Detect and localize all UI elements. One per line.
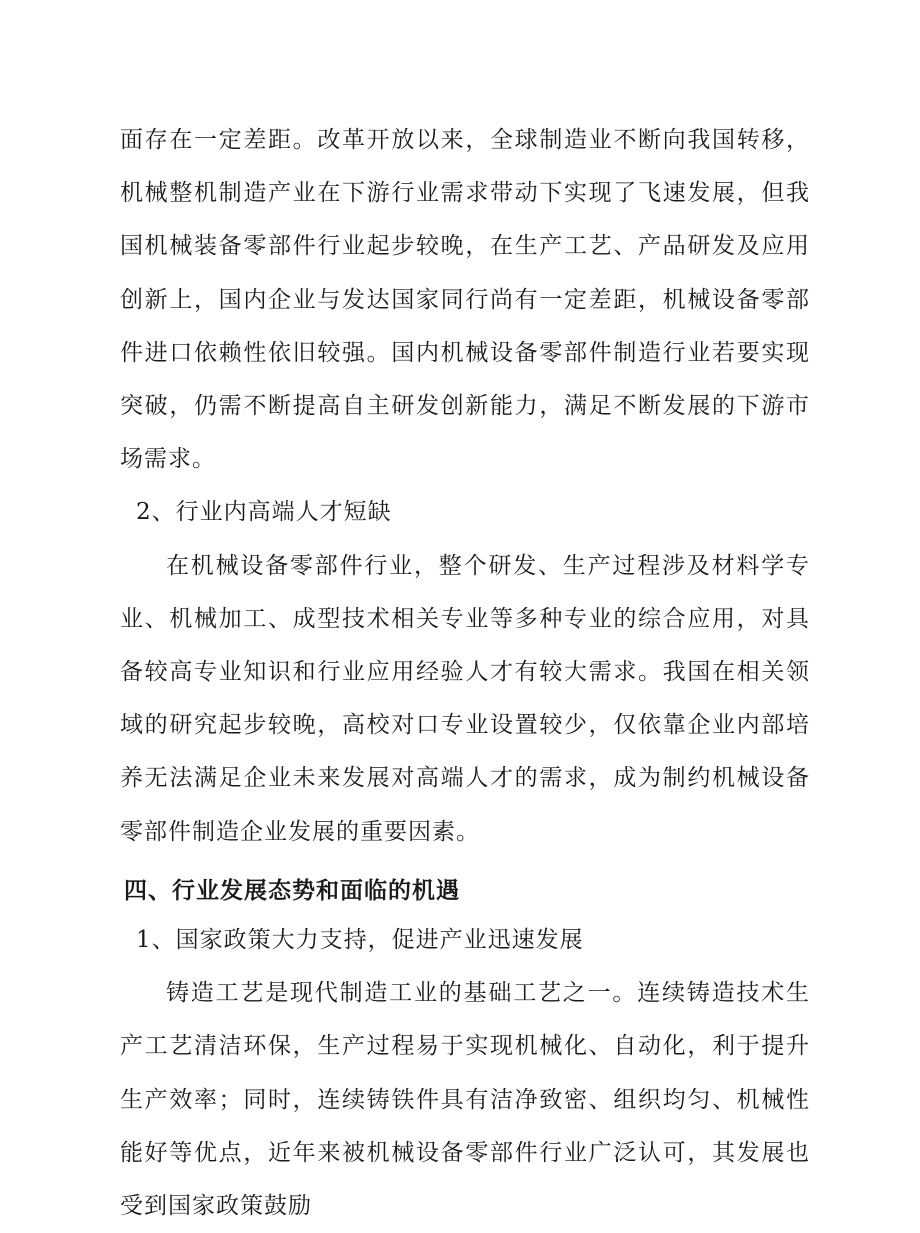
subheading-policy-support: 1、国家政策大力支持，促进产业迅速发展 [136, 927, 584, 954]
body-paragraph-casting: 铸造工艺是现代制造工业的基础工艺之一。连续铸造技术生产工艺清洁环保，生产过程易于实现机械化、自动化，利于提升生产效率；同时，连续铸铁件具有洁净致密、组织均匀、机械性能好等优点，近年来被机械设备零部件行业广泛认可，其发展也受到国家政策鼓励 [120, 980, 810, 1220]
body-paragraph-gap: 面存在一定差距。改革开放以来，全球制造业不断向我国转移，机械整机制造产业在下游行业需求带动下实现了飞速发展，但我国机械装备零部件行业起步较晚，在生产工艺、产品研发及应用创新上，国内企业与发达国家同行尚有一定差距，机械设备零部件进口依赖性依旧较强。国内机械设备零部件制造行业若要实现突破，仍需不断提高自主研发创新能力，满足不断发展的下游市场需求。 [120, 127, 810, 473]
body-paragraph-talent: 在机械设备零部件行业，整个研发、生产过程涉及材料学专业、机械加工、成型技术相关专业等多种专业的综合应用，对具备较高专业知识和行业应用经验人才有较大需求。我国在相关领域的研究起步较晚，高校对口专业设置较少，仅依靠企业内部培养无法满足企业未来发展对高端人才的需求，成为制约机械设备零部件制造企业发展的重要因素。 [120, 552, 810, 845]
subheading-talent-shortage: 2、行业内高端人才短缺 [136, 499, 392, 526]
section-heading-trends: 四、行业发展态势和面临的机遇 [124, 877, 460, 904]
document-body [120, 114, 810, 1233]
